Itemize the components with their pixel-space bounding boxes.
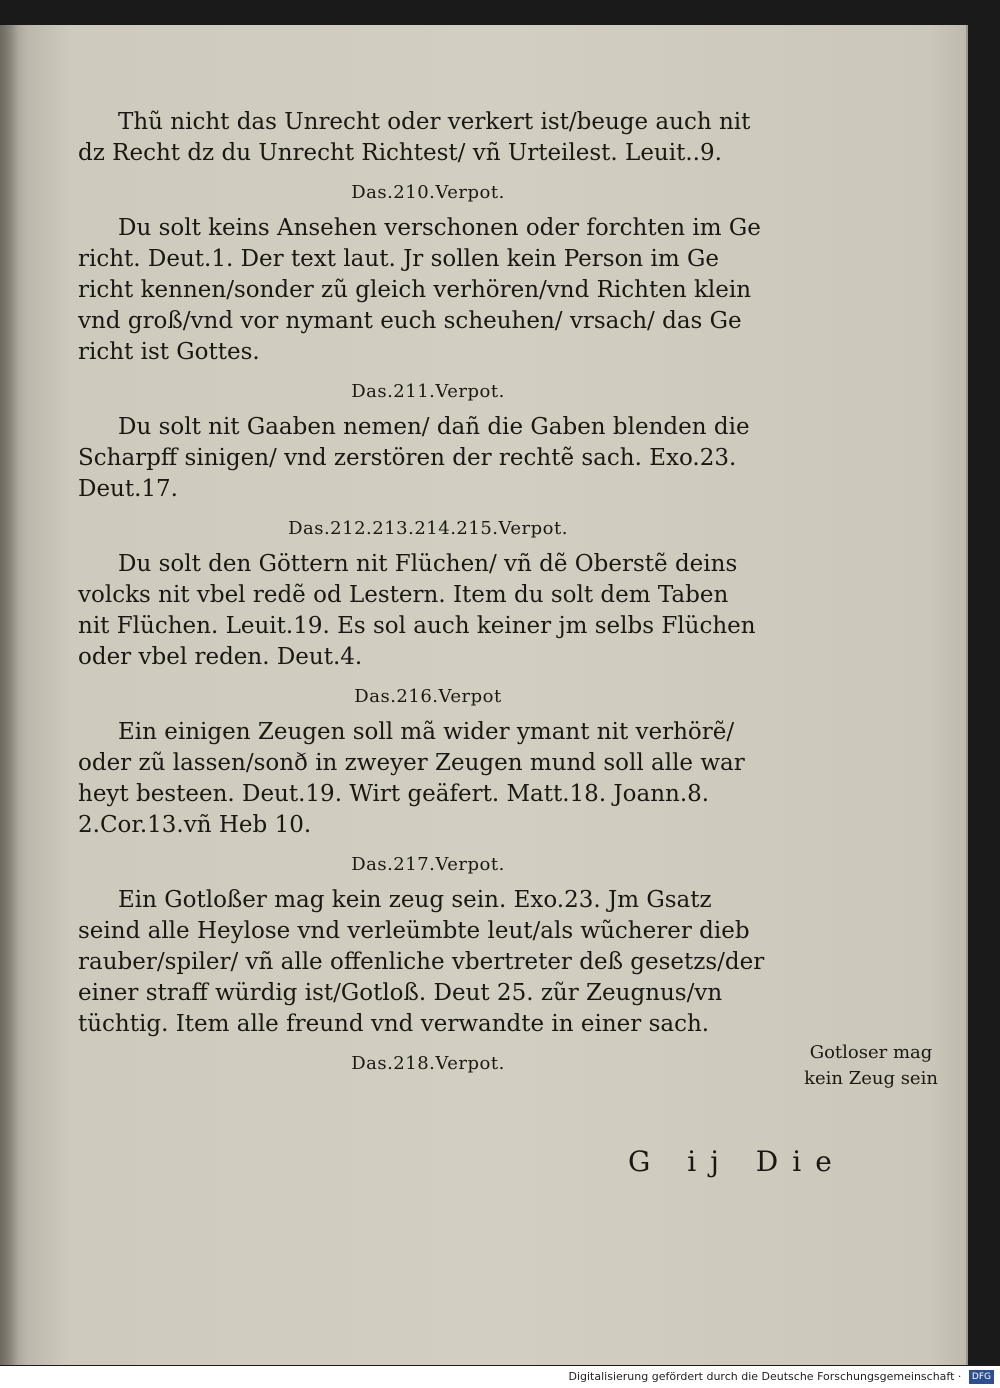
section-heading: Das.212.213.214.215.Verpot. <box>288 518 568 539</box>
text-line: vnd groß/vnd vor nymant euch scheuhen/ vrsach/ das Ge <box>78 308 742 334</box>
text-line: dz Recht dz du Unrecht Richtest/ vñ Urteilest. Leuit..9. <box>78 140 722 166</box>
section-paragraph <box>78 717 778 841</box>
text-line: volcks nit vbel redẽ od Lestern. Item du solt dem Taben <box>78 582 729 608</box>
footer-text: Digitalisierung gefördert durch die Deutsche Forschungsgemeinschaft · <box>568 1370 962 1383</box>
page-text <box>78 107 778 1084</box>
section-heading: Das.218.Verpot. <box>351 1053 505 1074</box>
section-heading: Das.217.Verpot. <box>351 854 505 875</box>
text-line: richt kennen/sonder zũ gleich verhören/vnd Richten klein <box>78 277 752 303</box>
text-line: oder vbel reden. Deut.4. <box>78 644 363 670</box>
text-line: Deut.17. <box>78 476 178 502</box>
book-page <box>0 25 968 1365</box>
text-line: oder zũ lassen/sonð in zweyer Zeugen mund soll alle war <box>78 750 745 776</box>
footer-credit <box>0 1366 1000 1388</box>
marginal-note <box>786 1040 956 1092</box>
section-paragraph <box>78 549 778 673</box>
section-heading: Das.216.Verpot <box>354 686 502 707</box>
text-line: Ein Gotloßer mag kein zeug sein. Exo.23. Jm Gsatz <box>118 887 712 913</box>
section-paragraph <box>78 885 778 1040</box>
text-line: 2.Cor.13.vñ Heb 10. <box>78 812 312 838</box>
text-line: rauber/spiler/ vñ alle offenliche vbertreter deß gesetzs/der <box>78 949 765 975</box>
text-line: richt. Deut.1. Der text laut. Jr sollen kein Person im Ge <box>78 246 720 272</box>
marginal-line: kein Zeug sein <box>804 1068 938 1089</box>
text-line: richt ist Gottes. <box>78 339 260 365</box>
text-line: Ein einigen Zeugen soll mã wider ymant nit verhörẽ/ <box>118 719 735 745</box>
catchword: G ij Die <box>628 1145 846 1178</box>
text-line: seind alle Heylose vnd verleümbte leut/als wũcherer dieb <box>78 918 750 944</box>
section-heading: Das.211.Verpot. <box>351 381 505 402</box>
text-line: Du solt nit Gaaben nemen/ dañ die Gaben blenden die <box>118 414 750 440</box>
section-paragraph <box>78 107 778 169</box>
text-line: einer straff würdig ist/Gotloß. Deut 25. zũr Zeugnus/vn <box>78 980 723 1006</box>
text-line: Du solt den Göttern nit Flüchen/ vñ dẽ Oberstẽ deins <box>118 551 738 577</box>
text-line: Thũ nicht das Unrecht oder verkert ist/beuge auch nit <box>118 109 751 135</box>
section-paragraph <box>78 412 778 505</box>
text-line: heyt besteen. Deut.19. Wirt geäfert. Matt.18. Joann.8. <box>78 781 710 807</box>
text-line: Du solt keins Ansehen verschonen oder forchten im Ge <box>118 215 761 241</box>
text-line: Scharpff sinigen/ vnd zerstören der rechtẽ sach. Exo.23. <box>78 445 737 471</box>
section-heading: Das.210.Verpot. <box>351 182 505 203</box>
section-paragraph <box>78 213 778 368</box>
dfg-logo: DFG <box>969 1370 994 1384</box>
text-line: tüchtig. Item alle freund vnd verwandte in einer sach. <box>78 1011 710 1037</box>
marginal-line: Gotloser mag <box>809 1042 933 1063</box>
text-line: nit Flüchen. Leuit.19. Es sol auch keiner jm selbs Flüchen <box>78 613 756 639</box>
